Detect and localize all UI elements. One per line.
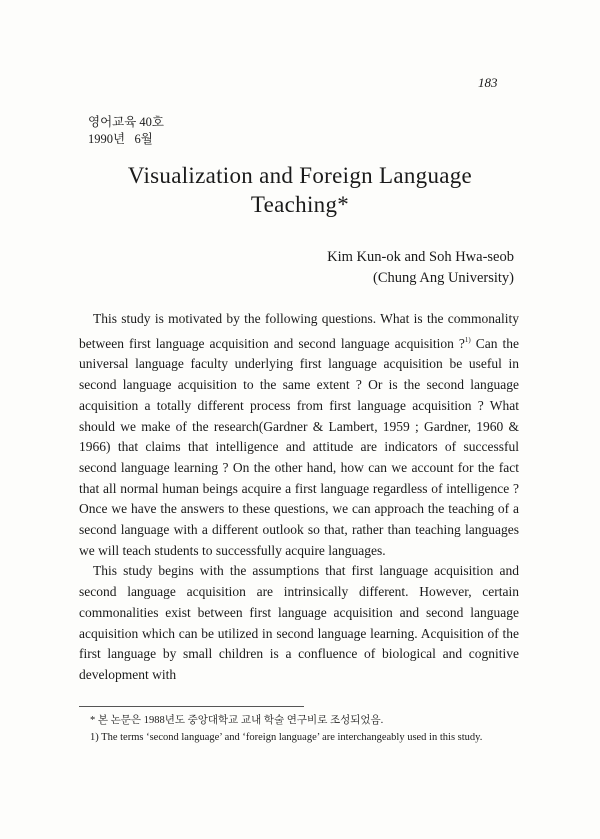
paragraph-1: [79, 309, 519, 561]
paragraph-1-part-b: Can the universal language faculty underlying first language acquisition be useful in second language acquisition to the same extent ? Or is the second language acquisition a totally different process from first language acquisition ? What should we make of the research(Gardner & Lambert, 1959 ; Gardner, 1960 & 1966) that claims that intelligence and attitude are indicators of successful second language learning ? On the other hand, how can we account for the fact that all normal human beings acquire a first language regardless of intelligence ? Once we have the answers to these questions, we can approach the teaching of a second language with a different outlook so that, rather than teaching languages we will teach students to successfully acquire languages.: [79, 335, 519, 558]
footnote-divider: [79, 706, 304, 707]
journal-date: 1990년 6월: [88, 132, 153, 146]
paragraph-2: This study begins with the assumptions that first language acquisition and second language acquisition are intrinsically different. However, certain commonalities exist between first language acquisition and second language acquisition which can be utilized in second language learning. Acquisition of the first language by small children is a confluence of biological and cognitive development with: [79, 563, 519, 682]
journal-info: [88, 114, 164, 148]
footnotes: [90, 713, 522, 747]
authors-block: [327, 247, 514, 289]
title-line-2: Teaching*: [250, 192, 350, 217]
paragraph-1-part-a: This study is motivated by the following questions. What is the commonality between first language acquisition and second language acquisition ?: [79, 311, 519, 351]
footnote-ref-1: 1): [464, 335, 471, 344]
paper-title: [0, 161, 600, 219]
body-text: [79, 309, 519, 686]
journal-volume: 영어교육 40호: [88, 115, 165, 129]
title-line-1: Visualization and Foreign Language: [127, 163, 473, 188]
author-names: Kim Kun-ok and Soh Hwa-seob: [327, 249, 514, 265]
footnote-1: 1) The terms ‘second language’ and ‘foreign language’ are interchangeably used in this study.: [90, 732, 483, 743]
footnote-star: * 본 논문은 1988년도 중앙대학교 교내 학술 연구비로 조성되었음.: [90, 715, 384, 726]
page-number: 183: [478, 75, 498, 90]
author-affiliation: (Chung Ang University): [373, 270, 514, 286]
